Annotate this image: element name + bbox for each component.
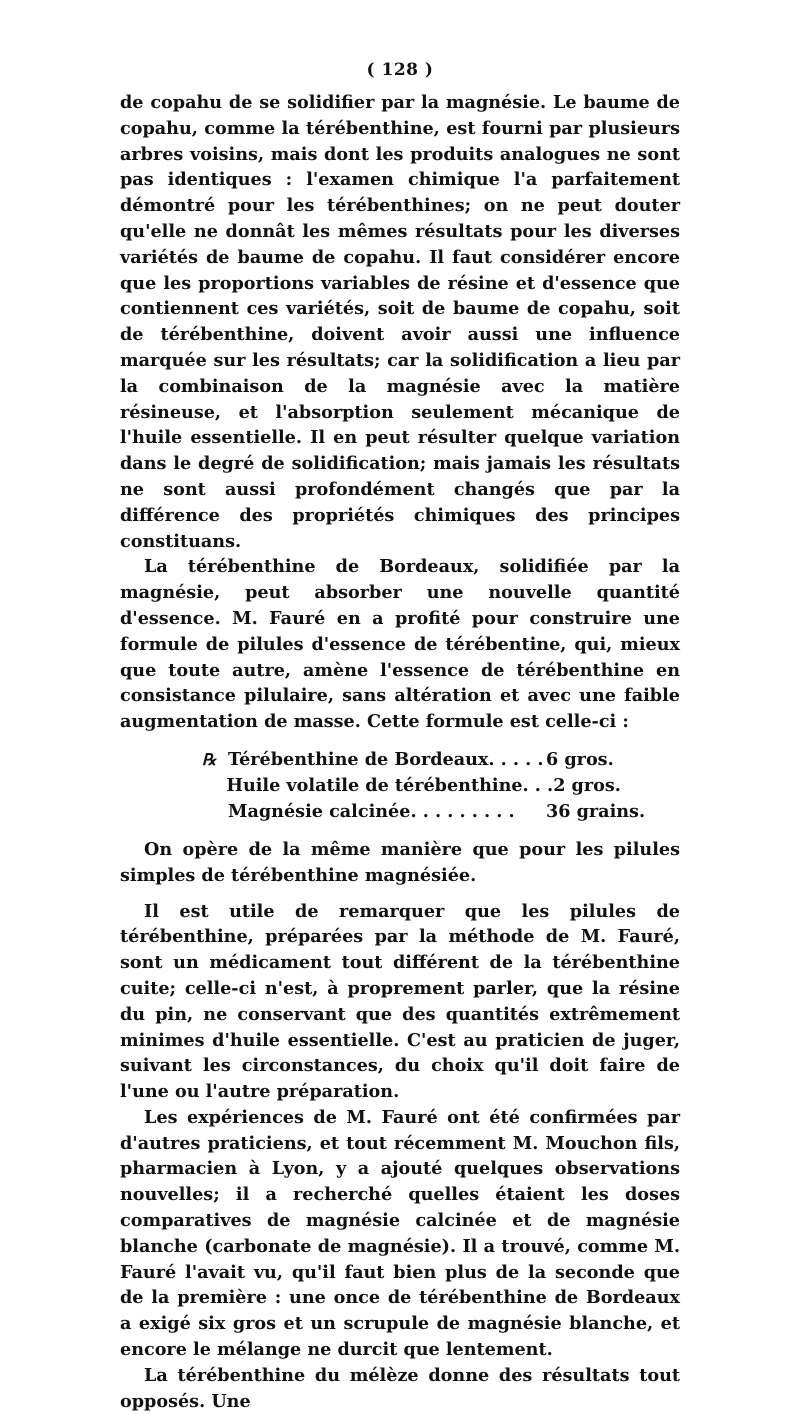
formula-row bbox=[202, 773, 658, 799]
formula-row bbox=[202, 799, 658, 825]
formula-ingredient: Térébenthine de Bordeaux. . . . . bbox=[228, 748, 544, 770]
book-page bbox=[120, 58, 680, 1414]
formula-ingredient: Huile volatile de térébenthine. . . bbox=[226, 774, 554, 796]
recipe-symbol-icon: ℞ bbox=[202, 749, 217, 769]
formula-quantity: 6 gros. bbox=[546, 748, 614, 770]
formula-quantity: 2 gros. bbox=[553, 774, 621, 796]
paragraph-experiments: Les expériences de M. Fauré ont été confirmées par d'autres praticiens, et tout récemment M. Mouchon fils, pharmacien à Lyon, y a ajouté quelques observations nouvelles; il a recherché quelles étaient les doses comparatives de magnésie calcinée et de magnésie blanche (carbonate de magnésie). Il a trouvé, comme M. Fauré l'avait vu, qu'il faut bien plus de la seconde que de la première : une once de térébenthine de Bordeaux a exigé six gros et un scrupule de magnésie blanche, et encore le mélange ne durcit que lentement. bbox=[120, 1106, 680, 1361]
formula-ingredient: Magnésie calcinée. . . . . . . . . bbox=[228, 800, 515, 822]
paragraph-bordeaux-turpentine: La térébenthine de Bordeaux, solidifiée par la magnésie, peut absorber une nouvelle quantité d'essence. M. Fauré en a profité pour construire une formule de pilules d'essence de térébentine, qui, mieux que toute autre, amène l'essence de térébenthine en consistance pilulaire, sans altération et avec une faible augmentation de masse. Cette formule est celle-ci : bbox=[120, 556, 680, 733]
page-number: ( 128 ) bbox=[366, 60, 434, 80]
formula-quantity: 36 grains. bbox=[546, 800, 646, 822]
paragraph-larch-turpentine: La térébenthine du mélèze donne des résultats tout opposés. Une bbox=[120, 1364, 680, 1412]
paragraph-same-method: On opère de la même manière que pour les pilules simples de térébenthine magnésiée. bbox=[120, 838, 680, 886]
formula-row bbox=[202, 747, 658, 773]
pill-formula bbox=[202, 747, 658, 825]
paragraph-useful-remark: Il est utile de remarquer que les pilules de térébenthine, préparées par la méthode de M. Fauré, sont un médicament tout différent de la térébenthine cuite; celle-ci n'est, à proprement parler, que la résine du pin, ne conservant que des quantités extrêmement minimes d'huile essentielle. C'est au praticien de juger, suivant les circonstances, du choix qu'il doit faire de l'une ou l'autre préparation. bbox=[120, 900, 680, 1103]
paragraph-copahu-continuation: de copahu de se solidifier par la magnésie. Le baume de copahu, comme la térébenthine, est fourni par plusieurs arbres voisins, mais dont les produits analogues ne sont pas identiques : l'examen chimique l'a parfaitement démontré pour les térébenthines; on ne peut douter qu'elle ne donnât les mêmes résultats pour les diverses variétés de baume de copahu. Il faut considérer encore que les proportions variables de résine et d'essence que contiennent ces variétés, soit de baume de copahu, soit de térébenthine, doivent avoir aussi une influence marquée sur les résultats; car la solidification a lieu par la combinaison de la magnésie avec la matière résineuse, et l'absorption seulement mécanique de l'huile essentielle. Il en peut résulter quelque variation dans le degré de solidification; mais jamais les résultats ne sont aussi profondément changés que par la différence des propriétés chimiques des principes constituans. bbox=[120, 92, 680, 552]
